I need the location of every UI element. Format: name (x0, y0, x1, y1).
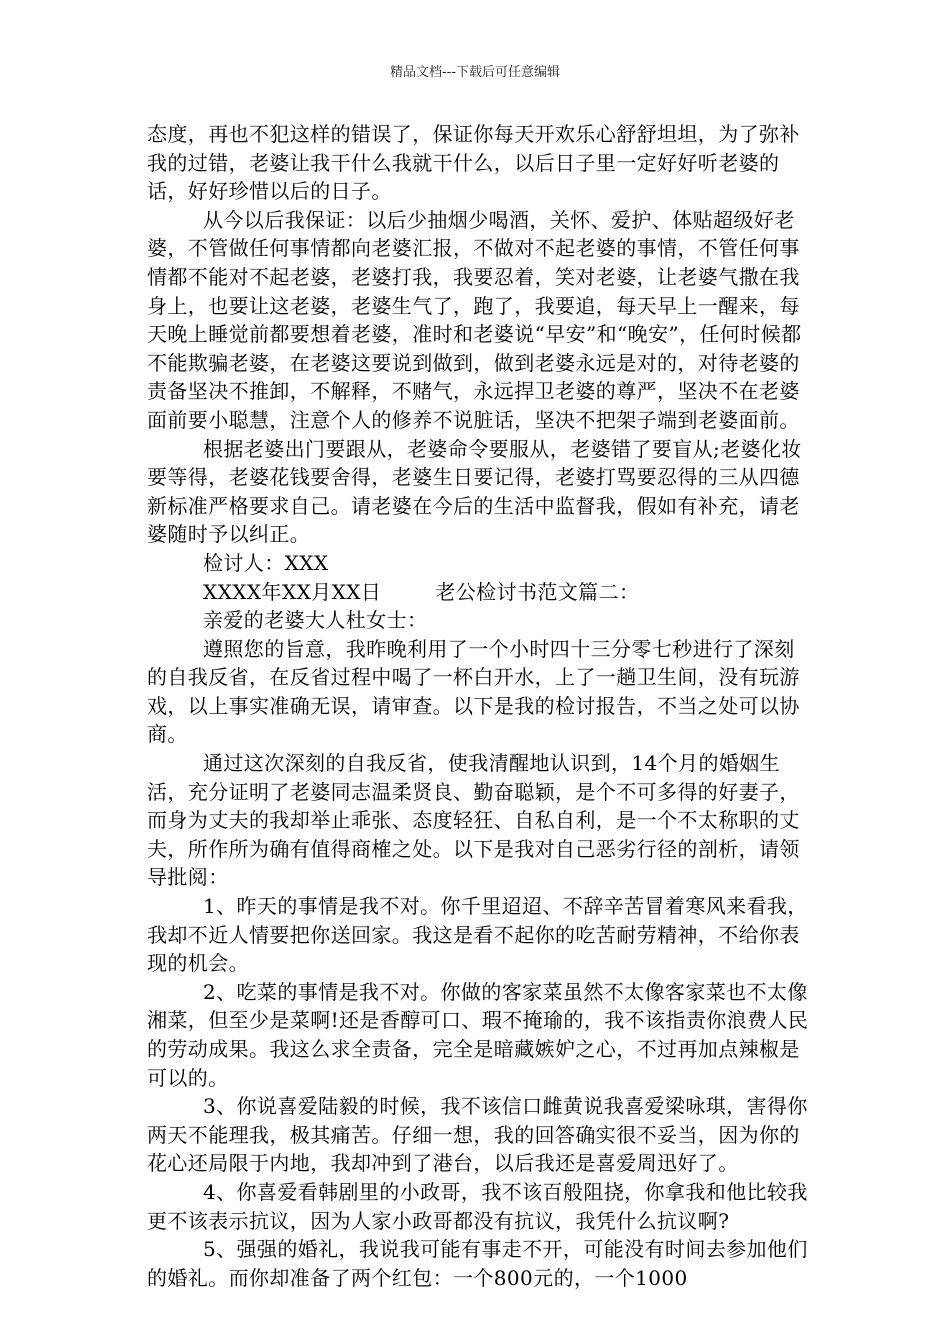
salutation: 亲爱的老婆大人杜女士： (203, 608, 428, 633)
paragraph-promise: 从今以后我保证：以后少抽烟少喝酒，关怀、爱护、体贴超级好老婆，不管做任何事情都向老婆汇报，不做对不起老婆的事情，不管任何事情都不能对不起老婆，老婆打我，我要忍着，笑对老婆，让老婆气撒在我身上，也要让这老婆，老婆生气了，跑了，我要追，每天早上一醒来，每天晚上睡觉前都要想着老婆，准时和老婆说“早安”和“晚安”，任何时候都不能欺骗老婆，在老婆这要说到做到，做到老婆永远是对的，对待老婆的责备坚决不推卸，不解释，不赌气，永远捍卫老婆的尊严，坚决不在老婆面前要小聪慧，注意个人的修养不说脏话，坚决不把架子端到老婆面前。 (147, 207, 802, 432)
paragraph-three-obediences: 根据老婆出门要跟从，老婆命令要服从，老婆错了要盲从;老婆化妆要等得，老婆花钱要舍得，老婆生日要记得，老婆打骂要忍得的三从四德新标准严格要求自己。请老婆在今后的生活中监督我，假如有补充，请老婆随时予以纠正。 (147, 436, 802, 547)
signature-line: 检讨人：XXX (203, 550, 329, 575)
document-body (147, 120, 811, 1292)
list-item-1: 1、昨天的事情是我不对。你千里迢迢、不辞辛苦冒着寒风来看我，我却不近人情要把你送回家。我这是看不起你的吃苦耐劳精神，不给你表现的机会。 (147, 894, 808, 976)
page-header: 精品文档---下载后可任意编辑 (389, 65, 561, 80)
list-item-5: 5、强强的婚礼，我说我可能有事走不开，可能没有时间去参加他们的婚礼。而你却准备了两个红包：一个800元的，一个1000 (147, 1237, 808, 1290)
list-item-3: 3、你说喜爱陆毅的时候，我不该信口雌黄说我喜爱梁咏琪，害得你两天不能理我，极其痛苦。仔细一想，我的回答确实很不妥当，因为你的花心还局限于内地，我却冲到了港台，以后我还是喜爱周迅好了。 (147, 1094, 808, 1176)
paragraph-recognition: 通过这次深刻的自我反省，使我清醒地认识到，14个月的婚姻生活，充分证明了老婆同志温柔贤良、勤奋聪颖，是个不可多得的好妻子，而身为丈夫的我却举止乖张、态度轻狂、自私自利，是一个不太称职的丈夫，所作所为确有值得商榷之处。以下是我对自己恶劣行径的剖析，请领导批阅： (147, 751, 800, 890)
paragraph-continuation: 态度，再也不犯这样的错误了，保证你每天开欢乐心舒舒坦坦，为了弥补我的过错，老婆让我干什么我就干什么，以后日子里一定好好听老婆的话，好好珍惜以后的日子。 (147, 122, 800, 204)
paragraph-self-reflection: 遵照您的旨意，我昨晚利用了一个小时四十三分零七秒进行了深刻的自我反省，在反省过程中喝了一杯白开水，上了一趟卫生间，没有玩游戏，以上事实准确无误，请审查。以下是我的检讨报告，不当之处可以协商。 (147, 636, 800, 747)
date-and-section-title: XXXX年XX月XX日 老公检讨书范文篇二： (203, 579, 640, 604)
list-item-2: 2、吃菜的事情是我不对。你做的客家菜虽然不太像客家菜也不太像湘菜，但至少是菜啊!还是香醇可口、瑕不掩瑜的，我不该指责你浪费人民的劳动成果。我这么求全责备，完全是暗藏嫉妒之心，不过再加点辣椒是可以的。 (147, 979, 809, 1090)
list-item-4: 4、你喜爱看韩剧里的小政哥，我不该百般阻挠，你拿我和他比较我更不该表示抗议，因为人家小政哥都没有抗议，我凭什么抗议啊? (147, 1179, 808, 1233)
